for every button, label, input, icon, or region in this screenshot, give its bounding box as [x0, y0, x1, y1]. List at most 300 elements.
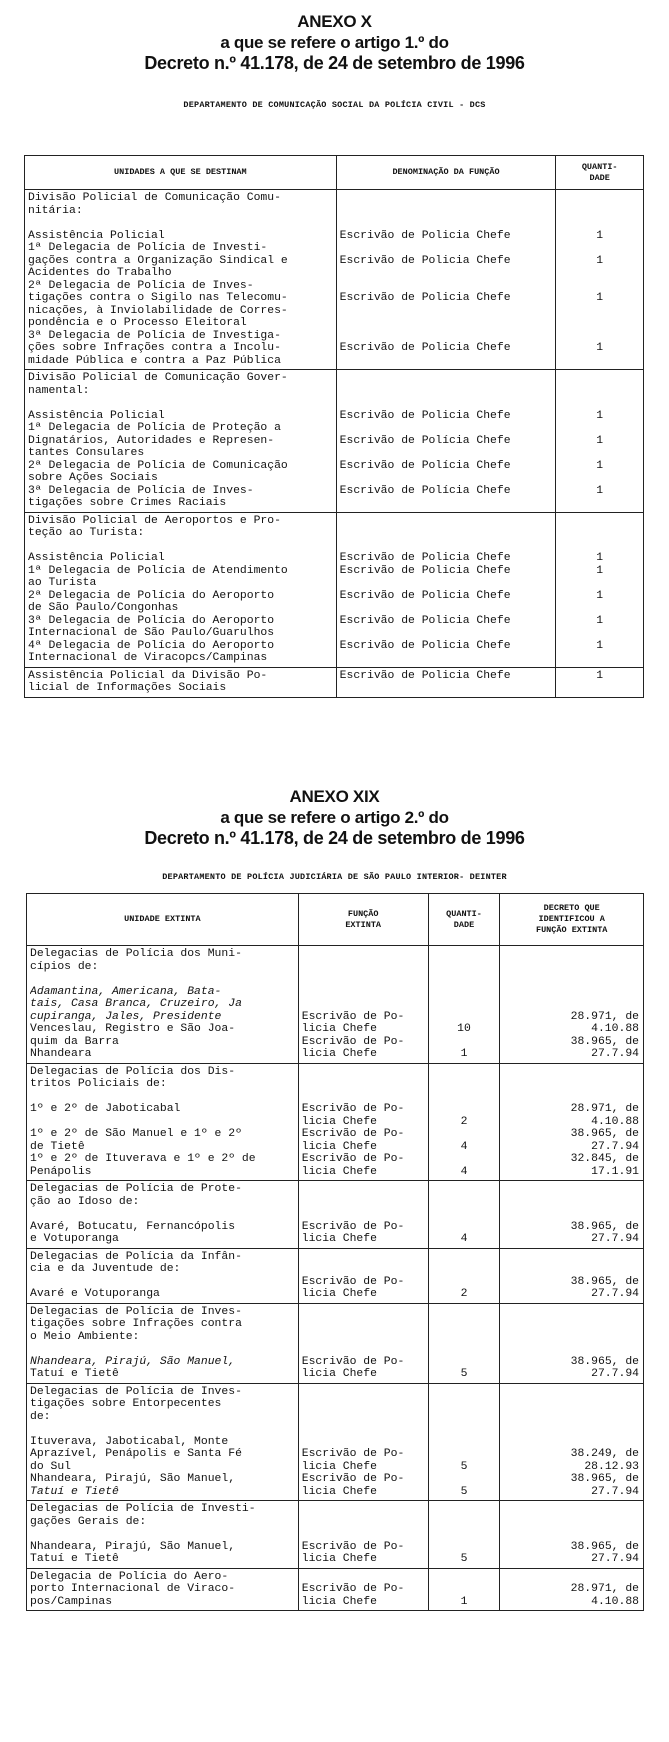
text-line: pos/Campinas [30, 1595, 113, 1608]
spacer [556, 627, 643, 640]
spacer [504, 1091, 639, 1104]
text-line: Escrivão de Po- [301, 1128, 405, 1140]
spacer [556, 385, 643, 398]
spacer [556, 355, 643, 368]
text-line: 27.7.94 [591, 1233, 639, 1245]
spacer [340, 372, 553, 385]
text-line: Internacional de Viracopcs/Campinas [28, 652, 268, 664]
text-line: 38.965, de [570, 1473, 639, 1485]
text-line: 10 [457, 1023, 471, 1035]
text-line: Escrivão de Po- [301, 1540, 405, 1553]
spacer [504, 986, 639, 999]
spacer [302, 1571, 425, 1584]
col-header-qty: QUANTI- DADE [556, 156, 644, 190]
text-line: 38.965, de [570, 1035, 639, 1048]
spacer [556, 682, 643, 695]
spacer [556, 280, 643, 293]
qty-cell [556, 667, 644, 697]
spacer [28, 397, 333, 410]
unit-cell [25, 190, 337, 370]
text-line: 38.965, de [570, 1128, 639, 1140]
spacer [30, 1091, 295, 1104]
text-line: 17.1.91 [591, 1165, 639, 1178]
spacer [504, 1343, 639, 1356]
spacer [429, 1276, 500, 1289]
decree-cell [500, 1303, 644, 1383]
text-line: Escrivão de Policia Chefe [339, 614, 511, 627]
annex-x-department: DEPARTAMENTO DE COMUNICAÇÃO SOCIAL DA POLÍCIA CIVIL - DCS [183, 100, 486, 110]
text-line: 1 [596, 342, 604, 354]
decree-cell [500, 1063, 644, 1181]
text-line: Escrivão de Po- [301, 1275, 405, 1288]
spacer [556, 497, 643, 510]
col-header-function: DENOMINAÇÃO DA FUNÇÃO [336, 156, 556, 190]
text-line: Escrivão de Policia Chefe [339, 254, 511, 267]
spacer [340, 627, 553, 640]
text-line: licia Chefe [301, 1023, 377, 1035]
spacer [340, 422, 553, 435]
spacer [504, 973, 639, 986]
text-line: Divisão Policial de Comunicação Comu- [28, 192, 281, 204]
spacer [429, 1423, 500, 1436]
extinct-unit-cell [27, 1181, 299, 1249]
text-line: 1º e 2º de São Manuel e 1º e 2º [30, 1128, 242, 1140]
text-line: Aprazível, Penápolis e Santa Fé [30, 1448, 242, 1460]
text-line: 27.7.94 [591, 1048, 639, 1060]
text-line: de: [30, 1410, 51, 1423]
spacer [429, 1583, 500, 1596]
text-line: 1 [596, 292, 604, 304]
text-line: 27.7.94 [591, 1368, 639, 1380]
spacer [340, 217, 553, 230]
text-line: Acidentes do Trabalho [28, 267, 172, 279]
extinct-function-cell [298, 1181, 428, 1249]
spacer [429, 1091, 500, 1104]
text-line: nitária: [28, 204, 83, 217]
text-line: Escrivão de Policia Chefe [339, 342, 511, 354]
text-line: Escrivão de Po- [301, 1103, 405, 1115]
spacer [556, 515, 643, 528]
extinct-unit-cell [27, 1248, 299, 1303]
spacer [504, 1263, 639, 1276]
spacer [30, 1343, 295, 1356]
annex-x-table [24, 155, 644, 698]
text-line: 1 [596, 552, 604, 564]
text-line: Delegacias de Polícia de Inves- [30, 1305, 242, 1318]
spacer [340, 515, 553, 528]
text-line: Assistência Policial [28, 552, 165, 564]
spacer [556, 422, 643, 435]
qty-cell [556, 190, 644, 370]
annex-x-subtitle: a que se refere o artigo 1.º do [220, 33, 449, 52]
col-header-decree: DECRETO QUE IDENTIFICOU A FUNÇÃO EXTINTA [500, 894, 644, 946]
text-line: licia Chefe [301, 1460, 377, 1473]
text-line: de São Paulo/Congonhas [28, 602, 179, 614]
unit-cell [25, 370, 337, 513]
function-cell [336, 190, 556, 370]
spacer [556, 267, 643, 280]
text-line: 1 [596, 409, 604, 422]
text-line: Delegacias de Polícia dos Muni- [30, 948, 242, 960]
spacer [504, 1398, 639, 1411]
text-line: licia Chefe [301, 1115, 377, 1128]
unit-cell [25, 667, 337, 697]
text-line: 1 [596, 669, 604, 682]
text-line: Divisão Policial de Comunicação Gover- [28, 372, 288, 384]
text-line: licia Chefe [301, 1233, 377, 1245]
spacer [340, 192, 553, 205]
text-line: 1 [596, 639, 604, 652]
text-line: ao Turista [28, 577, 97, 589]
table-row [27, 1181, 644, 1249]
spacer [302, 1251, 425, 1264]
spacer [504, 1571, 639, 1584]
spacer [429, 1221, 500, 1234]
text-line: 2 [460, 1288, 468, 1300]
text-line: Escrivão de Policia Chefe [339, 589, 511, 602]
spacer [429, 1473, 500, 1486]
spacer [429, 1128, 500, 1141]
spacer [429, 1516, 500, 1529]
spacer [429, 1541, 500, 1554]
spacer [429, 1066, 500, 1079]
spacer [30, 1116, 295, 1129]
text-line: 38.965, de [570, 1540, 639, 1553]
table-row [27, 1303, 644, 1383]
extinct-unit-cell [27, 1568, 299, 1611]
annex-xix-decree: Decreto n.º 41.178, de 24 de setembro de 1996 [144, 828, 525, 848]
text-line: Escrivão de Policia Chefe [339, 229, 511, 242]
spacer [429, 1306, 500, 1319]
spacer [429, 1436, 500, 1449]
function-cell [336, 512, 556, 667]
spacer [504, 1251, 639, 1264]
extinct-unit-cell [27, 1501, 299, 1569]
text-line: Delegacias de Polícia dos Dis- [30, 1065, 236, 1078]
qty-cell [556, 370, 644, 513]
spacer [504, 1183, 639, 1196]
text-line: licia Chefe [301, 1288, 377, 1300]
spacer [30, 1276, 295, 1289]
text-line: 38.965, de [570, 1355, 639, 1368]
spacer [302, 1331, 425, 1344]
spacer [556, 602, 643, 615]
text-line: 38.249, de [570, 1448, 639, 1460]
annex-xix-title: ANEXO XIX [289, 787, 380, 806]
spacer [556, 372, 643, 385]
extinct-unit-cell [27, 946, 299, 1064]
spacer [429, 1571, 500, 1584]
text-line: Venceslau, Registro e São Joa- [30, 1023, 236, 1035]
text-line: 1 [596, 459, 604, 472]
text-line: 2ª Delegacia de Polícia de Inves- [28, 279, 254, 292]
qty-cell [556, 512, 644, 667]
spacer [340, 317, 553, 330]
spacer [340, 397, 553, 410]
spacer [30, 1208, 295, 1221]
spacer [340, 472, 553, 485]
spacer [340, 280, 553, 293]
text-line: tais, Casa Branca, Cruzeiro, Ja [30, 998, 242, 1010]
spacer [30, 973, 295, 986]
spacer [556, 540, 643, 553]
text-line: 3ª Delegacia de Polícia do Aeroporto [28, 614, 275, 627]
spacer [302, 948, 425, 961]
spacer [504, 1411, 639, 1424]
annex-x-title: ANEXO X [297, 12, 372, 31]
text-line: 2ª Delegacia de Polícia do Aeroporto [28, 589, 275, 602]
function-cell [336, 667, 556, 697]
spacer [340, 497, 553, 510]
spacer [302, 1343, 425, 1356]
spacer [504, 948, 639, 961]
spacer [429, 998, 500, 1011]
spacer [429, 1503, 500, 1516]
text-line: 1 [596, 229, 604, 242]
spacer [340, 527, 553, 540]
spacer [556, 652, 643, 665]
text-line: 2 [460, 1115, 468, 1128]
text-line: 4.10.88 [591, 1115, 639, 1128]
text-line: 1ª Delegacia de Polícia de Investi- [28, 242, 268, 254]
text-line: 1ª Delegacia de Polícia de Atendimento [28, 564, 288, 577]
annex-xix-table [26, 893, 644, 1611]
table-row [27, 1063, 644, 1181]
text-line: 28.12.93 [584, 1460, 639, 1473]
text-line: tantes Consulares [28, 447, 145, 459]
table-row [25, 512, 644, 667]
spacer [429, 1398, 500, 1411]
qty-cell [428, 1181, 500, 1249]
text-line: Nhandeara [30, 1048, 92, 1060]
text-line: 1 [460, 1048, 468, 1060]
spacer [302, 1306, 425, 1319]
annex-xix-department: DEPARTAMENTO DE POLÍCIA JUDICIÁRIA DE SÃO PAULO INTERIOR- DEINTER [162, 872, 507, 882]
text-line: licia Chefe [301, 1048, 377, 1060]
col-header-qty: QUANTI- DADE [428, 894, 500, 946]
spacer [340, 267, 553, 280]
text-line: Escrivão de Po- [301, 1035, 405, 1048]
text-line: Penápolis [30, 1165, 92, 1178]
text-line: quim da Barra [30, 1035, 119, 1048]
spacer [504, 1318, 639, 1331]
text-line: ções sobre Infrações contra a Incolu- [28, 342, 281, 354]
annex-x-decree: Decreto n.º 41.178, de 24 de setembro de 1996 [144, 53, 525, 73]
text-line: Escrivão de Policia Chefe [339, 409, 511, 422]
text-line: Escrivão de Po- [301, 1448, 405, 1460]
qty-cell [428, 1383, 500, 1501]
text-line: Escrivão de Policia Chefe [339, 292, 511, 304]
text-line: Escrivão de Po- [301, 1355, 405, 1368]
qty-cell [428, 1063, 500, 1181]
text-line: porto Internacional de Viraco- [30, 1583, 236, 1595]
text-line: Assistência Policial da Divisão Po- [28, 669, 268, 682]
text-line: Assistência Policial [28, 229, 165, 242]
text-line: Avaré, Botucatu, Fernancópolis [30, 1220, 236, 1233]
spacer [556, 305, 643, 318]
spacer [302, 1263, 425, 1276]
text-line: Tatuí e Tietê [30, 1553, 119, 1565]
spacer [429, 948, 500, 961]
text-line: 1 [596, 589, 604, 602]
text-line: Nhandeara, Pirajú, São Manuel, [30, 1540, 236, 1553]
spacer [504, 1528, 639, 1541]
table-row [25, 667, 644, 697]
text-line: Delegacia de Polícia do Aero- [30, 1570, 229, 1583]
spacer [504, 1306, 639, 1319]
extinct-unit-cell [27, 1303, 299, 1383]
text-line: Divisão Policial de Aeroportos e Pro- [28, 514, 281, 527]
spacer [340, 205, 553, 218]
spacer [302, 1411, 425, 1424]
col-header-extinct-function: FUNÇÃO EXTINTA [298, 894, 428, 946]
spacer [504, 1208, 639, 1221]
text-line: Escrivão de Polícia Chefe [339, 459, 511, 472]
text-line: e Votuporanga [30, 1233, 119, 1245]
extinct-unit-cell [27, 1383, 299, 1501]
unit-cell [25, 512, 337, 667]
extinct-unit-cell [27, 1063, 299, 1181]
spacer [429, 1356, 500, 1369]
spacer [556, 317, 643, 330]
text-line: licia Chefe [301, 1553, 377, 1565]
text-line: Tatuí e Tietê [30, 1368, 119, 1380]
spacer [556, 577, 643, 590]
text-line: 1ª Delegacia de Polícia de Proteção a [28, 422, 281, 434]
spacer [504, 998, 639, 1011]
extinct-function-cell [298, 1248, 428, 1303]
text-line: 5 [460, 1460, 468, 1473]
text-line: 27.7.94 [591, 1140, 639, 1153]
text-line: do Sul [30, 1460, 72, 1473]
text-line: Escrivão de Po- [301, 1473, 405, 1485]
spacer [30, 1528, 295, 1541]
spacer [28, 540, 333, 553]
text-line: 1º e 2º de Ituverava e 1º e 2º de [30, 1153, 256, 1165]
spacer [302, 998, 425, 1011]
spacer [429, 1343, 500, 1356]
spacer [302, 1091, 425, 1104]
text-line: tigações sobre Entorpecentes [30, 1398, 222, 1410]
text-line: 4 [460, 1140, 468, 1153]
decree-cell [500, 1501, 644, 1569]
spacer [340, 305, 553, 318]
spacer [556, 472, 643, 485]
text-line: Dignatários, Autoridades e Represen- [28, 434, 275, 447]
decree-cell [500, 1383, 644, 1501]
spacer [429, 1208, 500, 1221]
text-line: 1 [596, 564, 604, 577]
text-line: 4.10.88 [591, 1595, 639, 1608]
spacer [556, 330, 643, 343]
qty-cell [428, 946, 500, 1064]
text-line: 27.7.94 [591, 1485, 639, 1498]
extinct-function-cell [298, 1568, 428, 1611]
spacer [429, 1411, 500, 1424]
text-line: licia Chefe [301, 1595, 377, 1608]
text-line: gações contra a Organização Sindical e [28, 254, 288, 267]
table-row [27, 1501, 644, 1569]
text-line: Escrivão de Polícia Chefe [339, 484, 511, 497]
text-line: Delegacias de Polícia de Prote- [30, 1183, 242, 1195]
spacer [340, 355, 553, 368]
text-line: cípios de: [30, 960, 99, 973]
text-line: Nhandeara, Pirajú, São Manuel, [30, 1473, 236, 1485]
decree-cell [500, 1181, 644, 1249]
text-line: Internacional de São Paulo/Guarulhos [28, 627, 275, 639]
spacer [302, 1386, 425, 1399]
spacer [340, 652, 553, 665]
text-line: 5 [460, 1485, 468, 1498]
text-line: tigações sobre Infrações contra [30, 1318, 242, 1330]
extinct-function-cell [298, 1303, 428, 1383]
qty-cell [428, 1303, 500, 1383]
text-line: licial de Informações Sociais [28, 682, 227, 694]
spacer [429, 1196, 500, 1209]
text-line: licia Chefe [301, 1165, 377, 1178]
spacer [556, 205, 643, 218]
qty-cell [428, 1248, 500, 1303]
text-line: Escrivão de Po- [301, 1153, 405, 1165]
text-line: 1 [596, 254, 604, 267]
spacer [429, 1103, 500, 1116]
text-line: tigações sobre Crimes Raciais [28, 497, 227, 509]
spacer [302, 1078, 425, 1091]
spacer [302, 1398, 425, 1411]
spacer [302, 973, 425, 986]
spacer [340, 385, 553, 398]
text-line: Escrivão de Po- [301, 1220, 405, 1233]
text-line: Nhandeara, Pirajú, São Manuel, [30, 1355, 236, 1368]
text-line: gações Gerais de: [30, 1515, 147, 1528]
spacer [429, 1251, 500, 1264]
table-row [27, 1568, 644, 1611]
spacer [504, 1078, 639, 1091]
text-line: Ituverava, Jaboticabal, Monte [30, 1435, 229, 1448]
table-row [25, 190, 644, 370]
extinct-function-cell [298, 1383, 428, 1501]
text-line: 4 [460, 1233, 468, 1245]
spacer [429, 1263, 500, 1276]
col-header-extinct-unit: UNIDADE EXTINTA [27, 894, 299, 946]
text-line: midade Pública e contra a Paz Pública [28, 354, 281, 367]
spacer [429, 1153, 500, 1166]
spacer [302, 1183, 425, 1196]
text-line: Delegacias de Polícia de Investi- [30, 1503, 256, 1515]
spacer [504, 1196, 639, 1209]
spacer [556, 192, 643, 205]
decree-cell [500, 1248, 644, 1303]
text-line: 28.971, de [570, 1103, 639, 1115]
text-line: namental: [28, 384, 90, 397]
spacer [302, 986, 425, 999]
text-line: 4.10.88 [591, 1023, 639, 1035]
spacer [340, 242, 553, 255]
spacer [504, 1386, 639, 1399]
qty-cell [428, 1501, 500, 1569]
spacer [429, 1078, 500, 1091]
text-line: Assistência Policial [28, 409, 165, 422]
text-line: teção ao Turista: [28, 527, 145, 539]
text-line: Adamantina, Americana, Bata- [30, 985, 222, 998]
text-line: 5 [460, 1368, 468, 1380]
spacer [556, 527, 643, 540]
spacer [556, 397, 643, 410]
spacer [429, 1386, 500, 1399]
spacer [429, 1448, 500, 1461]
extinct-function-cell [298, 946, 428, 1064]
spacer [302, 1423, 425, 1436]
